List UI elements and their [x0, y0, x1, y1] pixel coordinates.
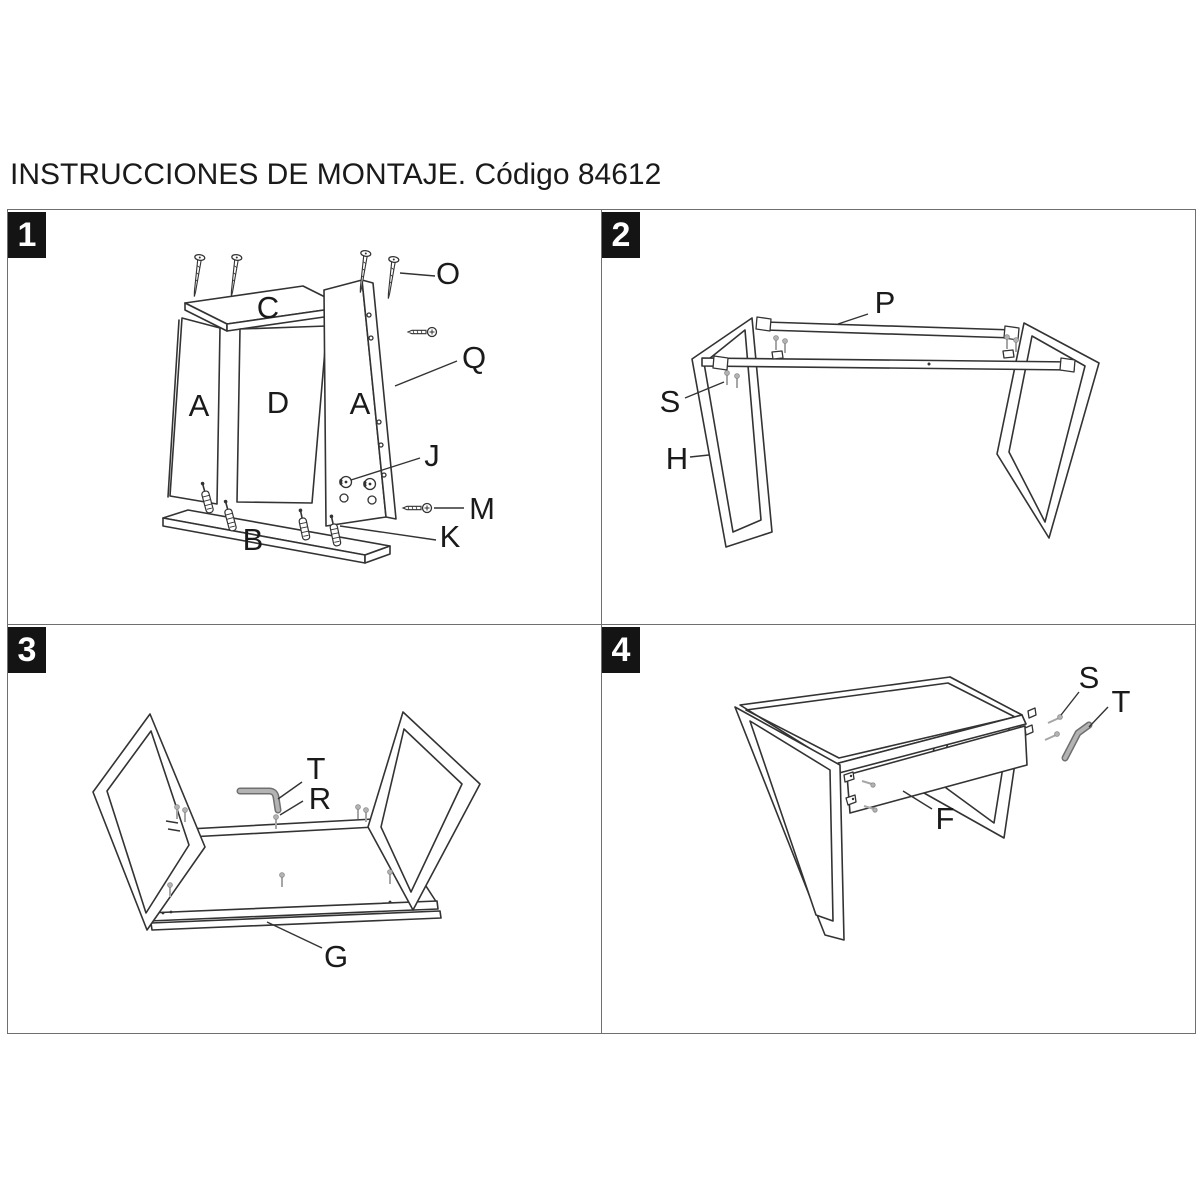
leader-t — [278, 782, 302, 799]
leader-o — [400, 273, 435, 276]
allen-key-icon — [1065, 725, 1089, 758]
part-label-k: K — [439, 519, 461, 554]
step-panel-1 — [8, 210, 601, 624]
part-label-j: J — [424, 438, 440, 473]
step-2-drawing — [602, 210, 1195, 624]
step-1-badge: 1 — [8, 212, 46, 258]
steps-grid — [7, 209, 1196, 1034]
side-screw-icon — [408, 328, 437, 337]
screws-s-icon — [1025, 708, 1062, 740]
step-panel-4 — [602, 625, 1195, 1033]
part-label-g: G — [323, 939, 349, 974]
leader-q — [395, 361, 457, 386]
screw-m-icon — [403, 504, 432, 513]
page-title: INSTRUCCIONES DE MONTAJE. Código 84612 — [10, 158, 662, 191]
part-label-t: T — [306, 751, 326, 786]
part-label-f: F — [935, 801, 955, 836]
leader-k — [340, 526, 436, 540]
part-label-r: R — [308, 781, 332, 816]
step-3-drawing — [8, 625, 601, 1033]
step-4-drawing — [602, 625, 1195, 1033]
part-label-h: H — [665, 441, 689, 476]
allen-key-icon — [240, 791, 278, 810]
leader-s — [1061, 692, 1079, 715]
part-label-s: S — [1078, 660, 1100, 695]
part-label-b: B — [242, 522, 264, 557]
part-label-a-right: A — [349, 386, 371, 421]
step-1-drawing — [8, 210, 601, 624]
step-2-badge: 2 — [602, 212, 640, 258]
part-label-q: Q — [461, 340, 487, 375]
leader-g — [267, 922, 322, 948]
part-label-o: O — [435, 256, 461, 291]
step-panel-2 — [602, 210, 1195, 624]
part-label-t: T — [1111, 684, 1131, 719]
leader-h — [690, 455, 709, 457]
step-4-badge: 4 — [602, 627, 640, 673]
part-label-c: C — [256, 290, 280, 325]
part-label-m: M — [469, 491, 495, 526]
part-label-d: D — [266, 385, 290, 420]
part-label-s: S — [659, 384, 681, 419]
part-label-a-left: A — [188, 388, 210, 423]
step-3-badge: 3 — [8, 627, 46, 673]
step-panel-3 — [8, 625, 601, 1033]
leader-t — [1089, 707, 1108, 727]
left-leg-frame-h-shape — [692, 318, 772, 547]
leader-r — [280, 801, 303, 815]
part-label-p: P — [874, 285, 896, 320]
rail-screws-icon — [772, 335, 1018, 359]
leader-p — [838, 314, 868, 324]
top-rail-p-shape — [756, 317, 1019, 340]
